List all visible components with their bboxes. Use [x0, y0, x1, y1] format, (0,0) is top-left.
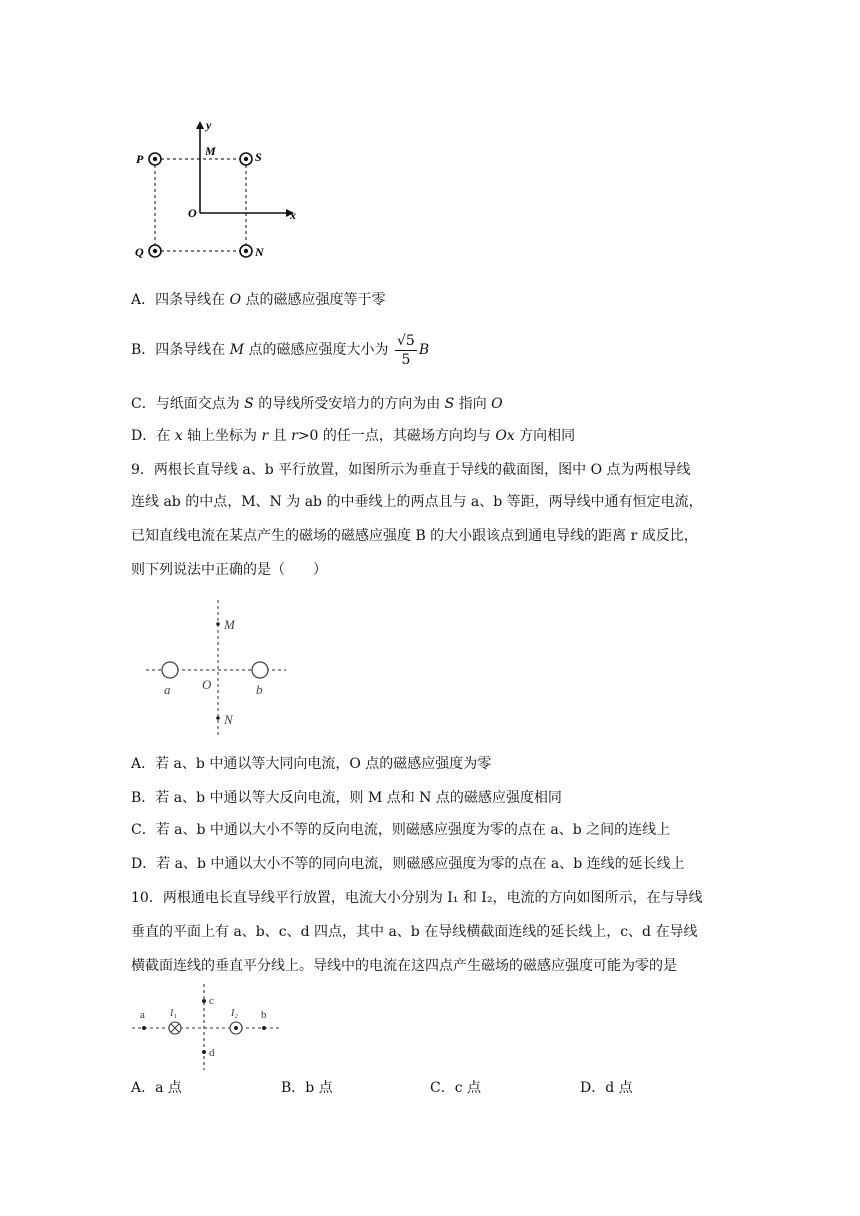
q8-option-c: C．与纸面交点为 S 的导线所受安培力的方向为由 S 指向 O: [131, 396, 503, 412]
q9-a-label: a: [164, 682, 171, 697]
four-wires-diagram: [130, 115, 310, 265]
q10-a-label: a: [140, 1009, 145, 1021]
s-label: S: [255, 150, 262, 164]
q9-stem-line3: 已知直线电流在某点产生的磁场的磁感应强度 B 的大小跟该点到通电导线的距离 r 成反比，: [131, 528, 698, 544]
n-label: N: [255, 245, 264, 259]
figure-two-currents: [128, 982, 288, 1072]
q8-option-b: B．四条导线在 M 点的磁感应强度大小为 $\frac{√5}{5}$ B: [131, 332, 430, 368]
p-label: P: [136, 152, 144, 166]
q10-option-b: B．b 点: [281, 1080, 333, 1096]
q9-option-d: D．若 a、b 中通以大小不等的同向电流，则磁感应强度为零的点在 a、b 连线的延长线上: [131, 856, 685, 872]
sqrt5-over-5-fraction: $\frac{√5}{5}$: [397, 332, 415, 368]
q9-n-label: N: [224, 712, 233, 727]
q10-option-c: C．c 点: [430, 1080, 482, 1096]
q9-b-label: b: [256, 682, 263, 697]
q10-d-label: d: [209, 1047, 215, 1059]
figure-two-wires-ab: [140, 598, 300, 738]
q9-stem-line4: 则下列说法中正确的是（ ）: [131, 562, 327, 578]
figure-four-wires: [130, 115, 310, 265]
y-axis-label: y: [206, 118, 212, 132]
two-currents-diagram: [128, 982, 288, 1072]
q9-option-b: B．若 a、b 中通以等大反向电流，则 M 点和 N 点的磁感应强度相同: [131, 790, 562, 806]
q10-i2-label: I₂: [231, 1008, 238, 1019]
q10-stem-line3: 横截面连线的垂直平分线上。导线中的电流在这四点产生磁场的磁感应强度可能为零的是: [131, 958, 677, 974]
q8-option-d: D．在 x 轴上坐标为 r 且 r>0 的任一点，其磁场方向均与 Ox 方向相同: [131, 428, 576, 444]
origin-label: O: [188, 206, 197, 220]
x-axis-label: x: [290, 208, 296, 222]
q10-option-a: A．a 点: [131, 1080, 182, 1096]
q10-c-label: c: [209, 995, 214, 1007]
q10-b-label: b: [261, 1009, 267, 1021]
q9-stem-line1: 9．两根长直导线 a、b 平行放置，如图所示为垂直于导线的截面图，图中 O 点为两根导线: [131, 462, 691, 478]
two-wires-ab-diagram: [140, 598, 300, 738]
q10-option-d: D．d 点: [580, 1080, 633, 1096]
q9-option-c: C．若 a、b 中通以大小不等的反向电流，则磁感应强度为零的点在 a、b 之间的连线上: [131, 822, 671, 838]
q10-stem-line2: 垂直的平面上有 a、b、c、d 四点，其中 a、b 在导线横截面连线的延长线上，c、d 在导线: [131, 924, 698, 940]
q10-i1-label: I₁: [170, 1008, 177, 1019]
q9-option-a: A．若 a、b 中通以等大同向电流，O 点的磁感应强度为零: [131, 756, 492, 772]
q9-stem-line2: 连线 ab 的中点，M、N 为 ab 的中垂线上的两点且与 a、b 等距，两导线中通有恒定电流，: [131, 494, 703, 510]
m-label: M: [205, 144, 216, 158]
q-label: Q: [135, 245, 144, 259]
q9-m-label: M: [224, 617, 235, 632]
q9-o-label: O: [202, 677, 212, 692]
q10-stem-line1: 10．两根通电长直导线平行放置，电流大小分别为 I₁ 和 I₂，电流的方向如图所示，在与导线: [131, 890, 703, 906]
q8-option-a: A．四条导线在 O 点的磁感应强度等于零: [131, 292, 386, 308]
